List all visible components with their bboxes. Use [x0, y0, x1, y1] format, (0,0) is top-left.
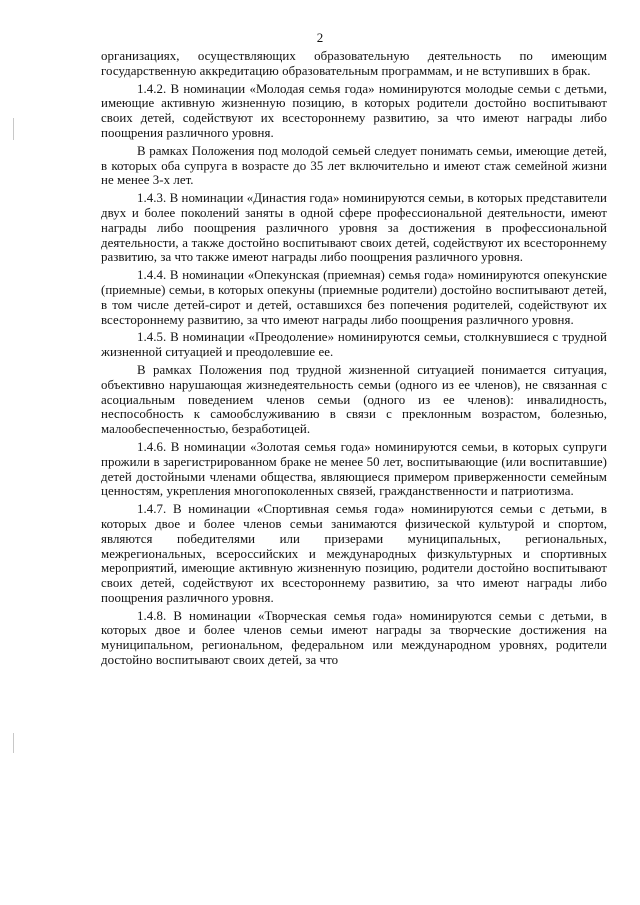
scan-margin-mark [13, 118, 14, 140]
scan-margin-mark [13, 733, 14, 753]
paragraph-1-4-3: 1.4.3. В номинации «Династия года» номинируются семьи, в которых представители двух и более поколений заняты в одной сфере профессиональной деятельности, имеют награды либо поощрения различного уровня за достижения в профессиональной деятельности, а также достойно воспитывают своих детей, содействуют их всестороннему развитию, за что также имеют награды либо поощрения различного уровня. [101, 191, 607, 265]
paragraph-1-4-6: 1.4.6. В номинации «Золотая семья года» номинируются семьи, в которых супруги прожили в зарегистрированном браке не менее 50 лет, воспитывающие (или воспитавшие) детей достойными членами общества, являющиеся примером приверженности семейным ценностям, укрепления многопоколенных связей, гражданственности и патриотизма. [101, 439, 607, 499]
paragraph-1-4-4: 1.4.4. В номинации «Опекунская (приемная) семья года» номинируются опекунские (приемные) семьи, в которых опекуны (приемные родители) достойно воспитывают детей, в том числе детей-сирот и детей, оставшихся без попечения родителей, содействуют их всестороннему развитию, за что имеют награды либо поощрения различного уровня. [101, 268, 607, 327]
paragraph-1-4-5: 1.4.5. В номинации «Преодоление» номинируются семьи, столкнувшиеся с трудной жизненной ситуацией и преодолевшие ее. [101, 330, 607, 360]
paragraph-young-family-definition: В рамках Положения под молодой семьей следует понимать семьи, имеющие детей, в которых оба супруга в возрасте до 35 лет включительно и имеют стаж семейной жизни не менее 3-х лет. [101, 143, 607, 188]
document-body [101, 49, 607, 671]
paragraph-continuation: организациях, осуществляющих образовательную деятельность по имеющим государственную аккредитацию образовательным программам, и не вступивших в брак. [101, 49, 607, 78]
paragraph-1-4-8: 1.4.8. В номинации «Творческая семья года» номинируются семьи с детьми, в которых двое и более членов семьи имеют награды за творческие достижения на муниципальном, региональном, федеральном или международном уровнях, родители достойно воспитывают своих детей, за что [101, 608, 607, 668]
paragraph-difficult-situation-definition: В рамках Положения под трудной жизненной ситуацией понимается ситуация, объективно нарушающая жизнедеятельность семьи (одного из ее членов), не связанная с асоциальным поведением членов семьи (одного из ее членов): инвалидность, неспособность к самообслуживанию в связи с преклонным возрастом, болезнью, малообеспеченностью, безработицей. [101, 362, 607, 437]
paragraph-1-4-7: 1.4.7. В номинации «Спортивная семья года» номинируются семьи с детьми, в которых двое и более членов семьи занимаются физической культурой и спортом, являются победителями или призерами муниципальных, региональных, межрегиональных, всероссийских и международных физкультурных и спортивных мероприятий, имеющие активную жизненную позицию, родители достойно воспитывают своих детей, содействуют их всестороннему развитию, за что имеют награды либо поощрения различного уровня. [101, 502, 607, 605]
page-number: 2 [316, 30, 324, 45]
paragraph-1-4-2: 1.4.2. В номинации «Молодая семья года» номинируются молодые семьи с детьми, имеющие активную жизненную позицию, в которых родители достойно воспитывают своих детей, содействуют их всестороннему развитию, за что имеют награды либо поощрения различного уровня. [101, 81, 607, 140]
